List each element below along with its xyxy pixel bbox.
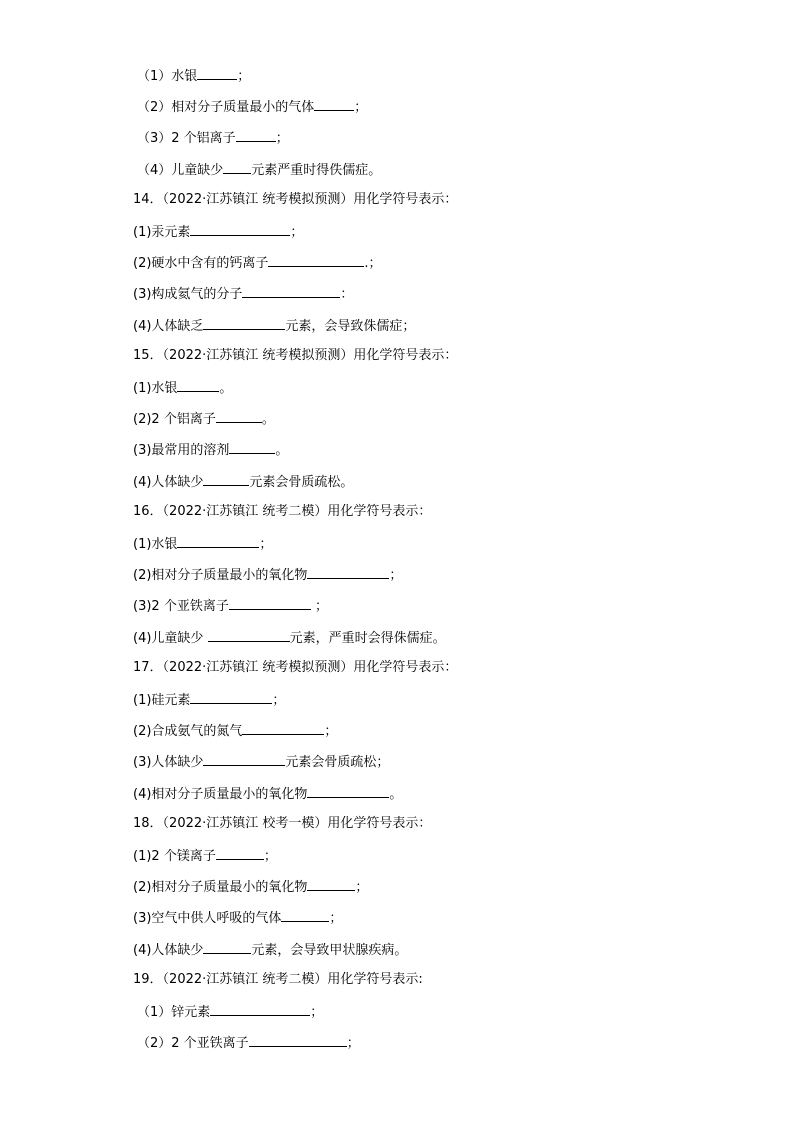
- answer-blank[interactable]: [203, 752, 285, 766]
- answer-blank[interactable]: [242, 721, 324, 735]
- item-text: (1)汞元素: [133, 225, 191, 240]
- answer-blank[interactable]: [314, 97, 354, 111]
- answer-blank[interactable]: [307, 877, 355, 891]
- item-text: (2)合成氨气的氮气: [133, 724, 243, 739]
- answer-blank[interactable]: [177, 378, 219, 392]
- answer-blank[interactable]: [203, 316, 285, 330]
- item-text: （1）锌元素: [137, 1005, 211, 1020]
- item-text: (4)儿童缺少: [133, 631, 208, 646]
- question-item: [133, 690, 285, 710]
- answer-blank[interactable]: [177, 534, 259, 548]
- question-heading: [133, 815, 431, 833]
- item-text: 16．（2022·江苏镇江 统考二模）用化学符号表示：: [133, 504, 432, 519]
- item-text: 14．（2022·江苏镇江 统考模拟预测）用化学符号表示：: [133, 192, 458, 207]
- item-suffix: ；: [310, 599, 328, 614]
- question-item: [133, 846, 277, 866]
- item-text: (2)相对分子质量最小的氧化物: [133, 880, 308, 895]
- answer-blank[interactable]: [307, 565, 389, 579]
- item-text: (1)水银: [133, 381, 178, 396]
- item-text: (3)2 个亚铁离子: [133, 599, 229, 614]
- answer-blank[interactable]: [223, 160, 251, 174]
- item-suffix: .；: [364, 256, 382, 271]
- item-text: (4)相对分子质量最小的氧化物: [133, 787, 308, 802]
- question-item: [133, 222, 303, 242]
- question-item: [133, 628, 446, 648]
- item-text: (4)人体缺少: [133, 943, 204, 958]
- item-suffix: 元素严重时得佚儒症。: [251, 163, 382, 178]
- item-text: （2）相对分子质量最小的气体: [137, 100, 315, 115]
- item-text: (1)硅元素: [133, 693, 191, 708]
- answer-blank[interactable]: [190, 222, 290, 236]
- question-item: [133, 877, 368, 897]
- answer-blank[interactable]: [229, 596, 311, 610]
- question-heading: [133, 659, 457, 677]
- answer-blank[interactable]: [242, 284, 340, 298]
- item-text: （4）儿童缺少: [137, 163, 224, 178]
- item-text: (1)2 个镁离子: [133, 849, 216, 864]
- question-item: [137, 66, 250, 86]
- item-suffix: ；: [355, 880, 369, 895]
- item-suffix: 。: [261, 412, 275, 427]
- item-suffix: ；: [272, 693, 286, 708]
- question-item: [133, 752, 389, 772]
- item-suffix: ；: [346, 1036, 360, 1051]
- item-suffix: 元素，会导致甲状腺疾病。: [251, 943, 408, 958]
- question-item: [133, 565, 402, 585]
- item-text: 15．（2022·江苏镇江 统考模拟预测）用化学符号表示：: [133, 348, 458, 363]
- item-text: 19．（2022·江苏镇江 统考二模）用化学符号表示:: [133, 972, 423, 987]
- item-suffix: 元素，会导致侏儒症；: [285, 319, 416, 334]
- item-suffix: 元素，严重时会得侏儒症。: [289, 631, 446, 646]
- question-item: [133, 284, 353, 304]
- question-item: [133, 908, 342, 928]
- answer-blank[interactable]: [281, 908, 329, 922]
- item-text: （3）2 个铝离子: [137, 131, 236, 146]
- question-item: [137, 160, 381, 180]
- question-heading: [133, 347, 457, 365]
- item-suffix: ；: [329, 911, 343, 926]
- item-suffix: ；: [259, 537, 273, 552]
- question-item: [133, 440, 288, 460]
- item-suffix: ；: [310, 1005, 324, 1020]
- answer-blank[interactable]: [216, 409, 262, 423]
- question-item: [133, 534, 272, 554]
- question-item: [137, 97, 367, 117]
- question-item: [133, 472, 353, 492]
- item-suffix: ；: [389, 568, 403, 583]
- answer-blank[interactable]: [203, 472, 249, 486]
- answer-blank[interactable]: [307, 784, 389, 798]
- answer-blank[interactable]: [216, 846, 264, 860]
- item-suffix: ；: [263, 849, 277, 864]
- item-suffix: 。: [389, 787, 403, 802]
- item-text: （2）2 个亚铁离子: [137, 1036, 249, 1051]
- answer-blank[interactable]: [208, 628, 290, 642]
- answer-blank[interactable]: [203, 940, 251, 954]
- answer-blank[interactable]: [210, 1002, 310, 1016]
- question-item: [133, 784, 402, 804]
- item-text: (2)硬水中含有的钙离子: [133, 256, 269, 271]
- item-suffix: 元素会骨质疏松；: [285, 755, 390, 770]
- item-text: (3)人体缺少: [133, 755, 204, 770]
- answer-blank[interactable]: [229, 440, 275, 454]
- item-suffix: ；: [290, 225, 304, 240]
- answer-blank[interactable]: [268, 253, 364, 267]
- item-text: (3)空气中供人呼吸的气体: [133, 911, 282, 926]
- answer-blank[interactable]: [236, 128, 276, 142]
- item-text: (1)水银: [133, 537, 178, 552]
- question-item: [137, 1033, 360, 1053]
- item-suffix: ；: [354, 100, 368, 115]
- item-suffix: ；: [275, 131, 289, 146]
- item-text: (4)人体缺乏: [133, 319, 204, 334]
- item-suffix: ；: [324, 724, 338, 739]
- answer-blank[interactable]: [249, 1033, 347, 1047]
- item-suffix: 。: [275, 443, 289, 458]
- item-suffix: ：: [340, 287, 354, 302]
- question-item: [133, 940, 407, 960]
- item-suffix: ；: [237, 69, 251, 84]
- question-heading: [133, 191, 457, 209]
- question-item: [133, 316, 415, 336]
- question-item: [137, 128, 289, 148]
- item-text: （1）水银: [137, 69, 198, 84]
- item-text: 18．（2022·江苏镇江 校考一模）用化学符号表示：: [133, 816, 432, 831]
- item-text: (2)相对分子质量最小的氧化物: [133, 568, 308, 583]
- item-text: 17．（2022·江苏镇江 统考模拟预测）用化学符号表示：: [133, 660, 458, 675]
- question-item: [133, 721, 337, 741]
- answer-blank[interactable]: [190, 690, 272, 704]
- item-text: (3)构成氦气的分子: [133, 287, 243, 302]
- item-text: (4)人体缺少: [133, 475, 204, 490]
- item-suffix: 。: [219, 381, 233, 396]
- question-item: [133, 409, 275, 429]
- question-heading: [133, 971, 423, 989]
- item-text: (2)2 个铝离子: [133, 412, 216, 427]
- question-item: [133, 378, 232, 398]
- question-heading: [133, 503, 431, 521]
- question-item: [137, 1002, 323, 1022]
- question-item: [133, 596, 328, 616]
- question-item: [133, 253, 382, 273]
- item-suffix: 元素会骨质疏松。: [249, 475, 354, 490]
- answer-blank[interactable]: [197, 66, 237, 80]
- item-text: (3)最常用的溶剂: [133, 443, 230, 458]
